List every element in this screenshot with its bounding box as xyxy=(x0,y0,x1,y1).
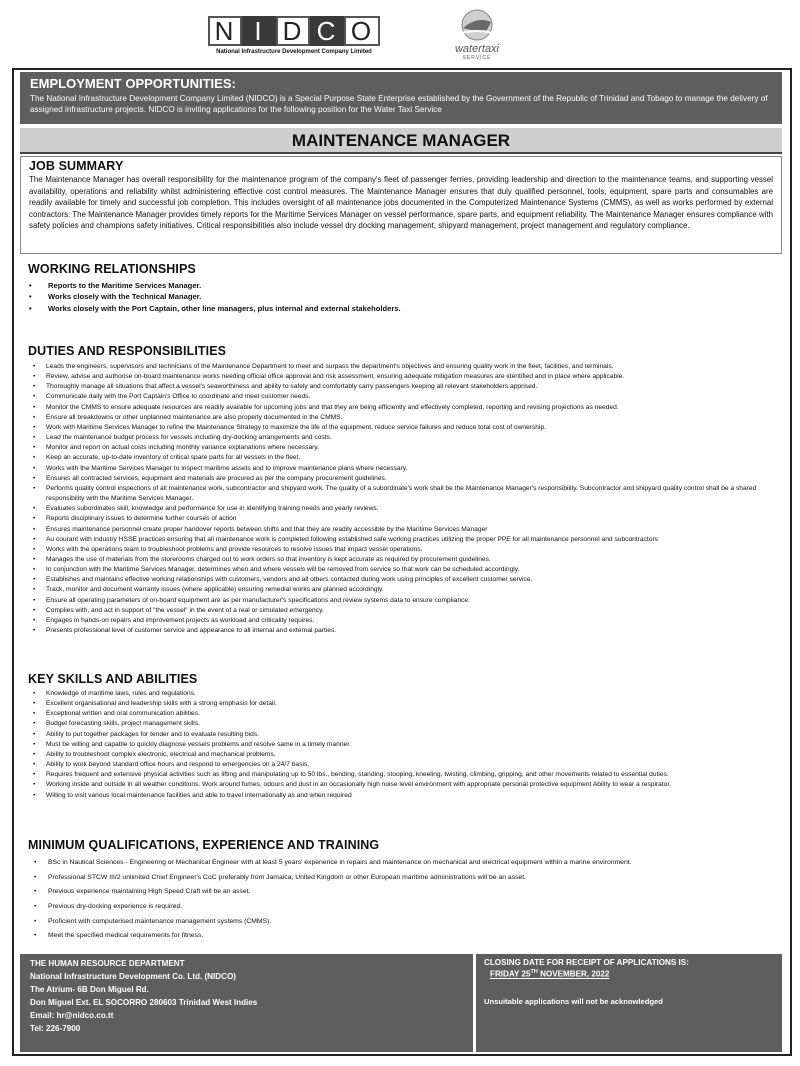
contact-line: The Atrium- 6B Don Miguel Rd. xyxy=(30,985,149,994)
ferry-emblem-icon xyxy=(457,8,497,42)
list-item: • Working inside and outside in all weather conditions. Work around fumes, odours and dust in an occasionally high noise level environment with appropriate personal protective equipment Ability to wear a respirator. xyxy=(28,780,778,790)
list-item: • BSc in Nautical Sciences - Engineering or Mechanical Engineer with at least 5 years' experience in repairs and maintenance on mechanical and electrical equipment within a marine environment. xyxy=(28,858,778,868)
list-item: • Thoroughly manage all situations that affect a vessel's seaworthiness and ability to safely and comfortably carry passengers keeping all relevant stakeholders apprised. xyxy=(28,382,778,392)
duties-title: DUTIES AND RESPONSIBILITIES xyxy=(28,344,227,358)
working-relationships-title: WORKING RELATIONSHIPS xyxy=(28,262,196,276)
list-item: • Previous experience maintaining High Speed Craft will be an asset. xyxy=(28,887,778,897)
list-item: • Ability to work beyond standard office hours and respond to emergencies on a 24/7 basis. xyxy=(28,760,778,770)
contact-phone: Tel: 226-7900 xyxy=(30,1024,81,1033)
watertaxi-sub: SERVICE xyxy=(462,55,492,61)
list-item: • In conjunction with the Maritime Services Manager, determines when and where vessels will be removed from service so that work can be scheduled accordingly. xyxy=(28,565,778,575)
list-item: • Reports disciplinary issues to determine further courses of action xyxy=(28,514,778,524)
list-item: • Must be willing and capable to quickly diagnose vessels problems and resolve same in a timely manner. xyxy=(28,740,778,750)
nidco-letters xyxy=(208,16,380,46)
list-item: • Requires frequent and extensive physical activities such as lifting and manipulating up to 50 lbs., bending, standing, stooping, kneeling, twisting, climbing, gripping, and other movements related to essential duties. xyxy=(28,770,778,780)
list-item: • Budget forecasting skills, project management skills. xyxy=(28,719,778,729)
working-relationships-list xyxy=(28,280,778,314)
page-header xyxy=(0,0,800,66)
list-item: • Works with the Maritime Services Manager to inspect maritime assets and to improve maintenance plans where necessary. xyxy=(28,464,778,474)
list-item: • Work with Maritime Services Manager to refine the Maintenance Strategy to maximize the life of the equipment, reduce service failures and reduce total cost of ownership. xyxy=(28,423,778,433)
list-item: • Performs quality control inspections of all maintenance work, subcontractor and shipyard work. The quality of a subordinate's work shall be the Maintenance Manager's responsibility. Subcontractor and shipyard quality control shall be a shared responsibility with the Maritime Services Manager. xyxy=(28,484,778,504)
duties-section xyxy=(28,344,778,636)
contact-block xyxy=(20,954,473,1052)
list-item: • Willing to visit various local maintenance facilities and able to travel internationally as and when required xyxy=(28,791,778,801)
watertaxi-logo xyxy=(442,8,512,66)
nidco-logo xyxy=(208,16,380,58)
qualifications-title: MINIMUM QUALIFICATIONS, EXPERIENCE AND TRAINING xyxy=(28,838,380,852)
list-item: • Engages in hands-on repairs and improvement projects as workload and criticality requires. xyxy=(28,616,778,626)
list-item: • Track, monitor and document warranty issues (where applicable) ensuring remedial works are planned accordingly. xyxy=(28,585,778,595)
contact-line: THE HUMAN RESOURCE DEPARTMENT xyxy=(30,959,185,968)
list-item: • Works closely with the Technical Manager. xyxy=(28,291,778,302)
job-summary-text: The Maintenance Manager has overall responsibility for the maintenance program of the company's fleet of passenger ferries, providing leadership and direction to the maintenance teams, and supporting vessel availability, operations and reliability whilst administering effective cost control measures. The Maintenance Manager ensures that duly qualified personnel, tools, equipment, spare parts and consumables are readily available for timely and successful job completion. This includes oversight of all maintenance jobs documented in the Computerized Maintenance Systems (CMMS), as well as works performed by external contractors. The Maintenance Manager provides timely reports for the Maritime Services Manager on vessel performance, spare parts, and equipment reliability. The Maintenance Manager ensures compliance with safety policies and champions safety initiatives. Critical responsibilities also include vessel dry docking management, shipyard management, project management and regulatory compliance. xyxy=(29,175,773,230)
contact-line: Don Miguel Ext. EL SOCORRO 280603 Trinidad West Indies xyxy=(30,998,258,1007)
list-item: • Exceptional written and oral communication abilities. xyxy=(28,709,778,719)
list-item: • Ensure all operating parameters of on-board equipment are as per manufacturer's specifications and review systems data to ensure compliance. xyxy=(28,596,778,606)
list-item: • Ensure all breakdowns or other unplanned maintenance are also properly documented in the CMMS. xyxy=(28,413,778,423)
list-item: • Ensures all contracted services, equipment and materials are procured as per the company procurement guidelines. xyxy=(28,474,778,484)
list-item: • Works closely with the Port Captain, other line managers, plus internal and external stakeholders. xyxy=(28,303,408,314)
list-item: • Lead the maintenance budget process for vessels including dry-docking arrangements and costs. xyxy=(28,433,778,443)
list-item: • Excellent organisational and leadership skills with a strong emphasis for detail. xyxy=(28,699,778,709)
contact-line: National Infrastructure Development Co. Ltd. (NIDCO) xyxy=(30,972,236,981)
list-item: • Previous dry-docking experience is required. xyxy=(28,902,778,912)
closing-date-suffix: TH xyxy=(530,969,538,975)
list-item: • Proficient with computerised maintenance management systems (CMMS). xyxy=(28,917,778,927)
job-summary-title: JOB SUMMARY xyxy=(29,159,124,173)
nidco-letter: I xyxy=(242,16,276,46)
list-item: • Manages the use of materials from the storerooms charged out to work orders so that inventory is kept accurate as required by procurement guidelines. xyxy=(28,555,778,565)
closing-title: CLOSING DATE FOR RECEIPT OF APPLICATIONS IS: xyxy=(484,958,689,967)
employment-text: The National Infrastructure Development Company Limited (NIDCO) is a Special Purpose State Enterprise established by the Government of the Republic of Trinidad and Tobago to manage the delivery of assigned infrastructure projects. NIDCO is inviting applications for the following position for the Water Taxi Service xyxy=(30,94,768,114)
list-item: • Keep an accurate, up-to-date inventory of critical spare parts for all vessels in the fleet. xyxy=(28,453,778,463)
contact-email: Email: hr@nidco.co.tt xyxy=(30,1011,114,1020)
closing-date-month: NOVEMBER, 2022 xyxy=(537,969,610,979)
nidco-letter: N xyxy=(208,16,242,46)
skills-list xyxy=(28,689,778,801)
skills-section xyxy=(28,672,778,801)
employment-banner xyxy=(20,72,782,124)
list-item: • Ability to put together packages for tender and to evaluate resulting bids. xyxy=(28,730,778,740)
list-item: • Evaluates subordinates skill, knowledge and performance for use in identifying training needs and yearly reviews. xyxy=(28,504,778,514)
duties-list xyxy=(28,362,778,636)
nidco-letter: D xyxy=(276,16,310,46)
list-item: • Review, advise and authorise on-board maintenance works needing official office approval and risk assessment, ensuring adequate mitigation measures are identified and in place where applicable. xyxy=(28,372,778,382)
closing-block xyxy=(476,954,782,1052)
nidco-letter: C xyxy=(310,16,344,46)
list-item: • Au courant with industry HSSE practices ensuring that all maintenance work is completed following established safe working practices utilizing the proper PPE for all maintenance personnel and subcontractors xyxy=(28,535,778,545)
list-item: • Ability to troubleshoot complex electronic, electrical and mechanical problems. xyxy=(28,750,778,760)
watertaxi-name: watertaxi xyxy=(454,43,500,55)
qualifications-section xyxy=(28,838,778,946)
list-item: • Monitor and report on actual costs including monthly variance explanations where necessary. xyxy=(28,443,778,453)
working-relationships xyxy=(28,262,778,314)
employment-title: EMPLOYMENT OPPORTUNITIES: xyxy=(30,76,236,91)
list-item: • Monitor the CMMS to ensure adequate resources are readily available for upcoming jobs and that they are being efficiently and effectively completed, reporting and revising projections as needed. xyxy=(28,403,778,413)
nidco-subtitle: National Infrastructure Development Company Limited xyxy=(216,49,372,55)
nidco-letter: O xyxy=(344,16,380,46)
list-item: • Leads the engineers, supervisors and technicians of the Maintenance Department to meet and surpass the department's objectives and ensuring quality work in the fleet, facilities, and terminals. xyxy=(28,362,778,372)
list-item: • Complies with, and act in support of "the vessel" in the event of a real or simulated emergency. xyxy=(28,606,778,616)
closing-note: Unsuitable applications will not be acknowledged xyxy=(484,996,663,1006)
closing-date xyxy=(490,969,774,979)
job-summary xyxy=(20,156,782,254)
qualifications-list xyxy=(28,858,778,941)
list-item: • Communicate daily with the Port Captain's Office to coordinate and meet customer needs. xyxy=(28,392,778,402)
list-item: • Works with the operations team to troubleshoot problems and provide resources to resolve issues that impact vessel operations. xyxy=(28,545,778,555)
list-item: • Ensures maintenance personnel create proper handover reports between shifts and that they are readily accessible by the Maritime Services Manager xyxy=(28,525,778,535)
list-item: • Reports to the Maritime Services Manager. xyxy=(28,280,778,291)
list-item: • Meet the specified medical requirements for fitness. xyxy=(28,931,778,941)
closing-date-day: FRIDAY 25 xyxy=(490,969,531,979)
list-item: • Establishes and maintains effective working relationships with customers, vendors and all others contacted during work using principles of excellent customer service. xyxy=(28,575,778,585)
list-item: • Knowledge of maritime laws, rules and regulations. xyxy=(28,689,778,699)
list-item: • Presents professional level of customer service and appearance to all internal and external parties. xyxy=(28,626,778,636)
position-title: MAINTENANCE MANAGER xyxy=(20,128,782,154)
skills-title: KEY SKILLS AND ABILITIES xyxy=(28,672,198,686)
list-item: • Professional STCW III/2 unlimited Chief Engineer's CoC preferably from Jamaica, United Kingdom or other European maritime administrations will be an asset. xyxy=(28,873,778,883)
